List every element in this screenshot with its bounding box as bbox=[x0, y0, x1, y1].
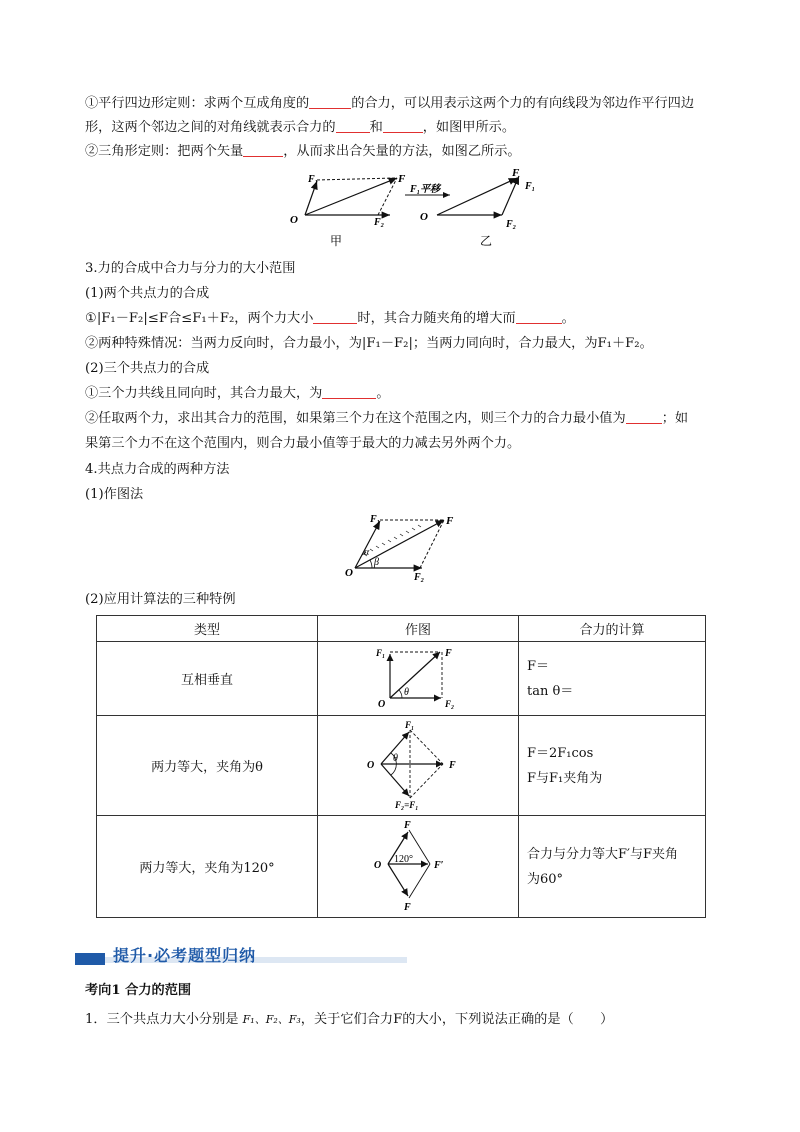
blank[interactable] bbox=[243, 142, 283, 157]
blank[interactable] bbox=[313, 309, 357, 324]
section3-line-1: ①|F₁－F₂|≤F合≤F₁＋F₂，两个力大小 时，其合力随夹角的增大而 。 bbox=[85, 311, 575, 326]
label-f2: F₂ bbox=[414, 572, 425, 583]
label-o: O bbox=[290, 214, 298, 226]
label-f1: F₁ bbox=[376, 647, 386, 658]
label-shift: F₁平移 bbox=[410, 184, 441, 195]
cell-figure bbox=[318, 716, 519, 816]
calculation-table bbox=[96, 615, 706, 918]
question-1: 1．三个共点力大小分别是 F₁、F₂、F₃，关于它们合力F的大小，下列说法正确的是（ ） bbox=[85, 1012, 614, 1027]
label-theta: θ bbox=[404, 686, 409, 698]
blank[interactable] bbox=[336, 118, 370, 133]
cell-figure bbox=[318, 816, 519, 918]
parallelogram-rule-line-1: ①平行四边形定则：求两个互成角度的 的合力，可以用表示这两个力的有向线段为邻边作平行四边 bbox=[85, 96, 695, 111]
label-f: F bbox=[512, 167, 520, 179]
label-theta: θ bbox=[393, 752, 398, 764]
label-f2: F₂ bbox=[506, 219, 517, 230]
banner-title: 提升·必考题型归纳 bbox=[113, 946, 257, 965]
figure-perpendicular bbox=[368, 644, 468, 710]
table-header: 类型 bbox=[97, 616, 318, 642]
label-f1: F₁ bbox=[308, 174, 319, 185]
table-row bbox=[97, 816, 706, 918]
label-o: O bbox=[378, 698, 386, 710]
section3-line-4: ②任取两个力，求出其合力的范围，如果第三个力在这个范围之内，则三个力的合力最小值为 ；如 bbox=[85, 411, 689, 426]
label-o: O bbox=[367, 759, 375, 771]
blank[interactable] bbox=[516, 309, 562, 324]
label-f: F bbox=[445, 647, 452, 659]
blank[interactable] bbox=[322, 384, 376, 399]
figure-drawing-method bbox=[340, 508, 470, 588]
label-f-prime: F′ bbox=[434, 859, 444, 871]
label-o: O bbox=[345, 567, 353, 579]
blank[interactable] bbox=[626, 409, 662, 424]
figure-equal-forces bbox=[363, 718, 473, 810]
section3-sub2: (2)三个共点力的合成 bbox=[85, 361, 210, 376]
cell-type: 两力等大，夹角为120° bbox=[97, 816, 318, 918]
banner-block bbox=[75, 953, 105, 965]
blank[interactable] bbox=[309, 94, 351, 109]
cell-calc: 合力与分力等大F′与F夹角 为60° bbox=[519, 816, 706, 918]
figure-caption: 乙 bbox=[480, 234, 493, 248]
label-beta: β bbox=[374, 557, 379, 568]
figure-120-degree bbox=[368, 818, 468, 912]
section3-title: 3.力的合成中合力与分力的大小范围 bbox=[85, 261, 296, 276]
label-f2: F₂ bbox=[374, 217, 385, 228]
label-f2: F₂ bbox=[445, 698, 455, 709]
section3-sub1: (1)两个共点力的合成 bbox=[85, 286, 210, 301]
section4-title: 4.共点力合成的两种方法 bbox=[85, 462, 230, 477]
section3-line-2: ②两种特殊情况：当两力反向时，合力最小，为|F₁－F₂|；当两力同向时，合力最大，为F₁＋F₂。 bbox=[85, 336, 653, 351]
section4-sub1: (1)作图法 bbox=[85, 487, 144, 502]
cell-type: 两力等大，夹角为θ bbox=[97, 716, 318, 816]
label-f2: F₂=F₁ bbox=[395, 799, 419, 810]
label-f1: F₁ bbox=[525, 181, 536, 192]
label-f1: F₁ bbox=[370, 514, 381, 525]
label-f: F bbox=[398, 173, 406, 185]
table-header: 作图 bbox=[318, 616, 519, 642]
label-f: F bbox=[446, 515, 454, 527]
figure-caption: 甲 bbox=[330, 234, 343, 248]
table-header-row bbox=[97, 616, 706, 642]
kaoxiang-title: 考向1 合力的范围 bbox=[85, 983, 192, 998]
blank[interactable] bbox=[383, 118, 423, 133]
label-f1: F₁ bbox=[405, 719, 415, 730]
section3-line-3: ①三个力共线且同向时，其合力最大，为 。 bbox=[85, 386, 390, 401]
label-o: O bbox=[420, 211, 428, 223]
label-f-top: F bbox=[404, 819, 411, 831]
label-angle: 120° bbox=[394, 853, 413, 865]
cell-figure bbox=[318, 642, 519, 716]
section3-line-5: 果第三个力不在这个范围内，则合力最小值等于最大的力减去另外两个力。 bbox=[85, 436, 521, 451]
table-row bbox=[97, 642, 706, 716]
label-o: O bbox=[374, 859, 382, 871]
cell-type: 互相垂直 bbox=[97, 642, 318, 716]
section4-sub2: (2)应用计算法的三种特例 bbox=[85, 592, 236, 607]
cell-calc: F＝ tan θ＝ bbox=[519, 642, 706, 716]
parallelogram-rule-line-2: 形，这两个邻边之间的对角线就表示合力的 和 ，如图甲所示。 bbox=[85, 120, 516, 135]
table-row bbox=[97, 716, 706, 816]
table-header: 合力的计算 bbox=[519, 616, 706, 642]
figure-yi-triangle bbox=[400, 165, 560, 250]
label-f: F bbox=[449, 759, 456, 771]
figure-jia-parallelogram bbox=[280, 165, 420, 250]
triangle-rule-line: ②三角形定则：把两个矢量 ，从而求出合矢量的方法，如图乙所示。 bbox=[85, 144, 521, 159]
cell-calc: F＝2F₁cos F与F₁夹角为 bbox=[519, 716, 706, 816]
section-banner bbox=[75, 943, 407, 969]
label-f-bottom: F bbox=[404, 901, 411, 912]
label-alpha: α bbox=[364, 547, 370, 558]
